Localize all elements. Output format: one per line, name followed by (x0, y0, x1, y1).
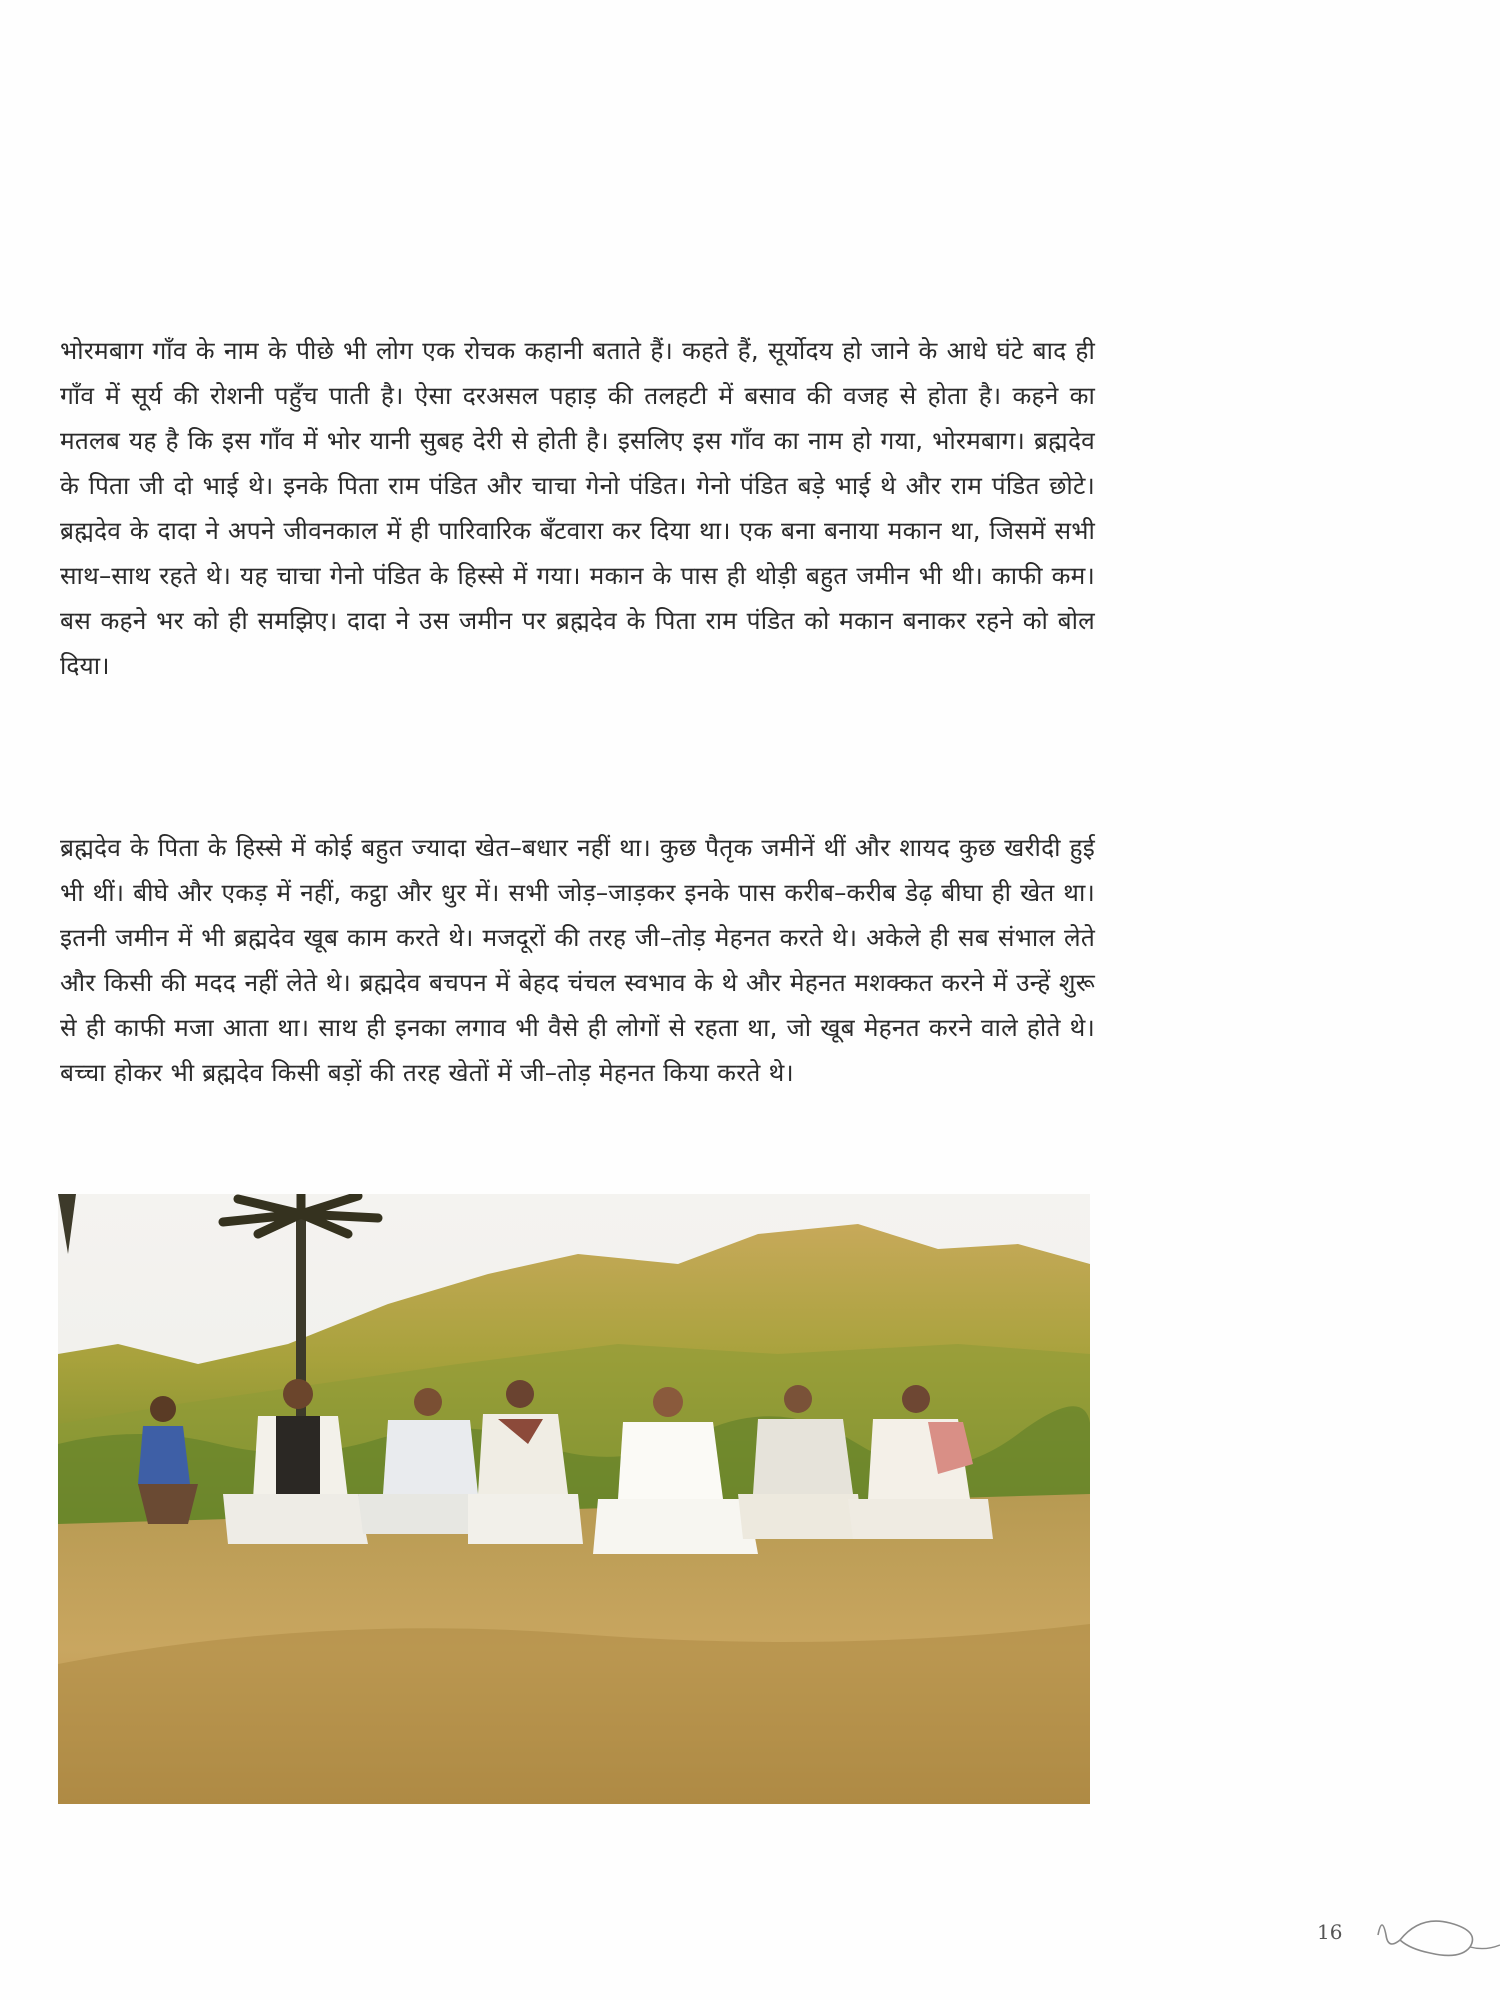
village-elders-photo (58, 1194, 1090, 1804)
page-number: 16 (1317, 1920, 1343, 1944)
corner-ornament-icon (1370, 1895, 1500, 1965)
paragraph-2: ब्रह्मदेव के पिता के हिस्से में कोई बहुत ज्यादा खेत–बधार नहीं था। कुछ पैतृक जमीनें थीं और शायद कुछ खरीदी हुई भी थीं। बीघे और एकड़ में नहीं, कट्ठा और धुर में। सभी जोड़–जाड़कर इनके पास करीब–करीब डेढ़ बीघा ही खेत था। इतनी जमीन में भी ब्रह्मदेव खूब काम करते थे। मजदूरों की तरह जी–तोड़ मेहनत करते थे। अकेले ही सब संभाल लेते और किसी की मदद नहीं लेते थे। ब्रह्मदेव बचपन में बेहद चंचल स्वभाव के थे और मेहनत मशक्कत करने में उन्हें शुरू से ही काफी मजा आता था। साथ ही इनका लगाव भी वैसे ही लोगों से रहता था, जो खूब मेहनत करने वाले होते थे। बच्चा होकर भी ब्रह्मदेव किसी बड़ों की तरह खेतों में जी–तोड़ मेहनत किया करते थे। (60, 833, 1095, 1087)
paragraph-1: भोरमबाग गाँव के नाम के पीछे भी लोग एक रोचक कहानी बताते हैं। कहते हैं, सूर्योदय हो जाने के आधे घंटे बाद ही गाँव में सूर्य की रोशनी पहुँच पाती है। ऐसा दरअसल पहाड़ की तलहटी में बसाव की वजह से होता है। कहने का मतलब यह है कि इस गाँव में भोर यानी सुबह देरी से होती है। इसलिए इस गाँव का नाम हो गया, भोरमबाग। ब्रह्मदेव के पिता जी दो भाई थे। इनके पिता राम पंडित और चाचा गेनो पंडित। गेनो पंडित बड़े भाई थे और राम पंडित छोटे। ब्रह्मदेव के दादा ने अपने जीवनकाल में ही पारिवारिक बँटवारा कर दिया था। एक बना बनाया मकान था, जिसमें सभी साथ–साथ रहते थे। यह चाचा गेनो पंडित के हिस्से में गया। मकान के पास ही थोड़ी बहुत जमीन भी थी। काफी कम। बस कहने भर को ही समझिए। दादा ने उस जमीन पर ब्रह्मदेव के पिता राम पंडित को मकान बनाकर रहने को बोल दिया। (60, 336, 1095, 680)
